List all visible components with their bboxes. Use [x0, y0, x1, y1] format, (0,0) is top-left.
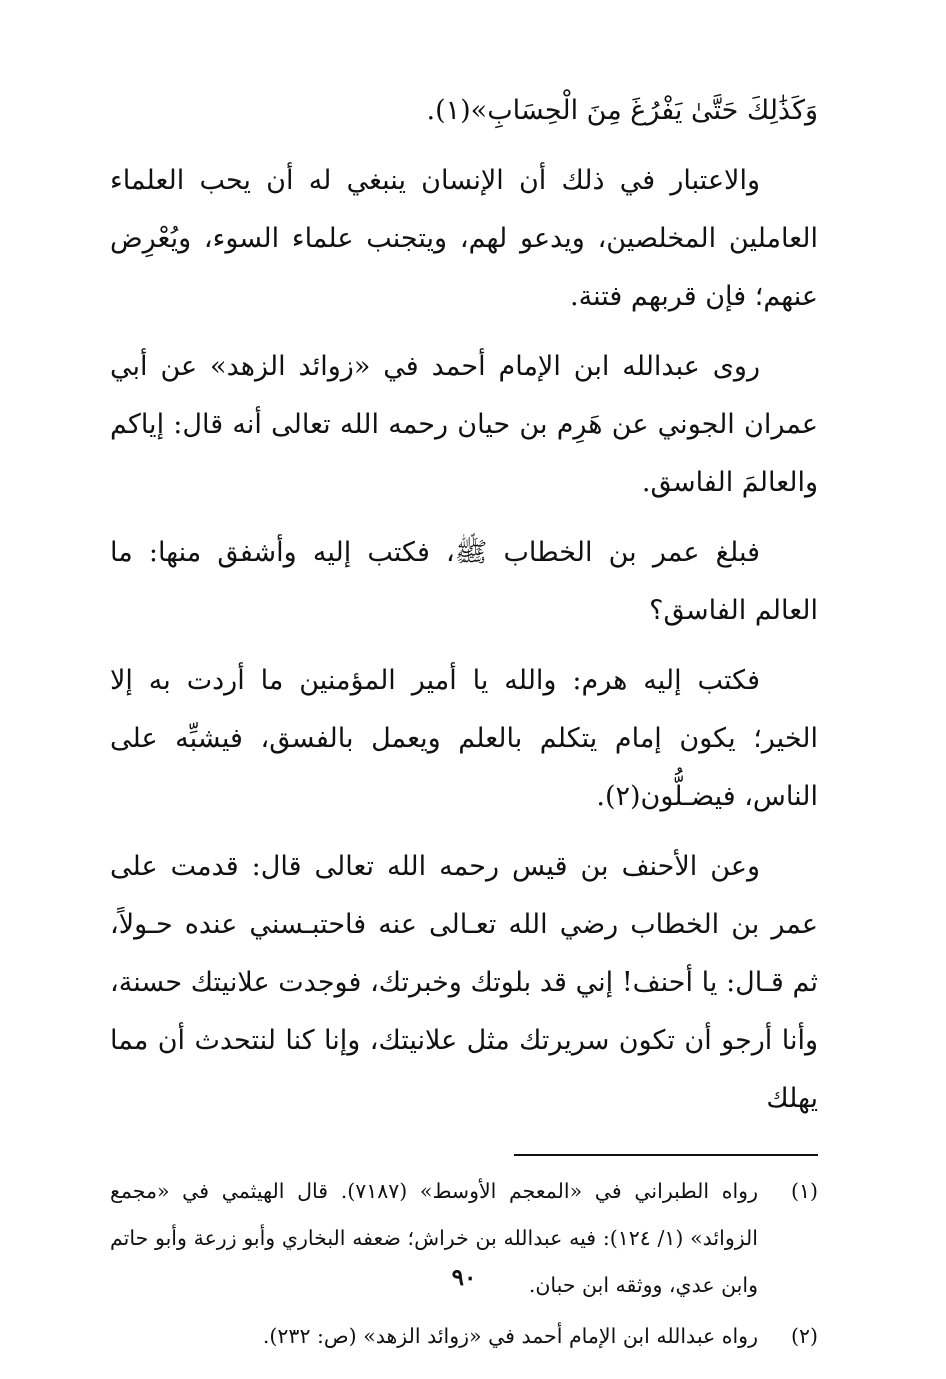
- paragraph-3: روى عبدالله ابن الإمام أحمد في «زوائد الزهد» عن أبي عمران الجوني عن هَرِم بن حيان رحمه الله تعالى أنه قال: إياكم والعالمَ الفاسق.: [110, 351, 818, 498]
- footnote-text: رواه عبدالله ابن الإمام أحمد في «زوائد الزهد» (ص: ٢٣٢).: [262, 1324, 758, 1348]
- paragraph-6: وعن الأحنف بن قيس رحمه الله تعالى قال: قدمت على عمر بن الخطاب رضي الله تعـالى عنه فاحتبـسني عنده حـولاً، ثم قـال: يا أحنف! إني قد بلوتك وخبرتك، فوجدت علانيتك حسنة، وأنا أرجو أن تكون سريرتك مثل علانيتك، وإنا كنا لنتحدث أن مما يهلك: [110, 851, 818, 1114]
- paragraph-4: فبلغ عمر بن الخطاب ﷺ، فكتب إليه وأشفق منها: ما العالم الفاسق؟: [110, 537, 818, 626]
- footnote-separator: [514, 1154, 818, 1156]
- footnote-number: (١): [790, 1179, 818, 1203]
- page-number: ٩٠: [451, 1264, 477, 1291]
- footnote-text: رواه الطبراني في «المعجم الأوسط» (٧١٨٧). قال الهيثمي في «مجمع الزوائد» (١/ ١٢٤): فيه عبدالله بن خراش؛ ضعفه البخاري وأبو زرعة وأبو حاتم وابن عدي، ووثقه ابن حبان.: [110, 1179, 758, 1297]
- book-page: [110, 82, 818, 1352]
- footnote-number: (٢): [790, 1324, 818, 1348]
- paragraph-1: وَكَذَٰلِكَ حَتَّىٰ يَفْرُغَ مِنَ الْحِسَابِ»(١).: [426, 95, 818, 126]
- paragraph-2: والاعتبار في ذلك أن الإنسان ينبغي له أن يحب العلماء العاملين المخلصين، ويدعو لهم، ويتجنب علماء السوء، ويُعْرِض عنهم؛ فإن قربهم فتنة.: [110, 165, 818, 312]
- main-text: [110, 82, 818, 1128]
- paragraph-5: فكتب إليه هرم: والله يا أمير المؤمنين ما أردت به إلا الخير؛ يكون إمام يتكلم بالعلم ويعمل بالفسق، فيشبِّه على الناس، فيضـلُّون(٢).: [110, 665, 818, 812]
- footnote-2: [110, 1313, 818, 1360]
